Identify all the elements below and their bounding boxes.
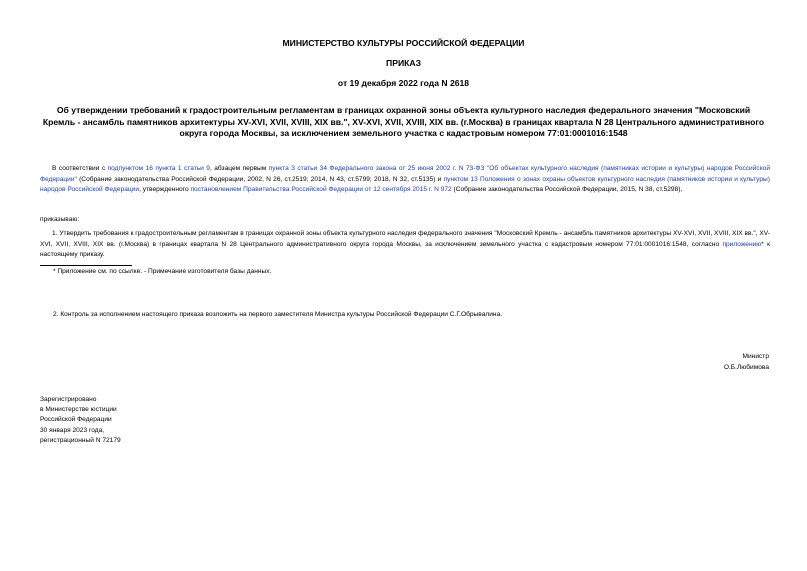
preamble-text-4: , утвержденного xyxy=(139,186,191,193)
signature-name: О.Б.Любимова xyxy=(723,363,769,371)
order-item-1 xyxy=(40,229,770,261)
footnote-text: * Приложение см. по ссылке. - Примечание изготовителя базы данных. xyxy=(53,268,272,275)
registration-line: регистрационный N 72179 xyxy=(40,436,121,444)
signature-position: Министр xyxy=(742,353,769,360)
document-title: Об утверждении требований к градостроительным регламентам в границах охранной зоны объекта культурного наследия федерального значения "Московский Кремль - ансамбль памятников архитектуры XV-XVI, XVII, XVIII, XIX вв.", XV-XVI, XVII, XVIII, XIX вв. (г.Москва) в границах квартала N 28 Центрального административного округа города Москвы, за исключением земельного участка с кадастровым номером 77:01:0001016:1548 xyxy=(42,105,765,138)
ministry-name: МИНИСТЕРСТВО КУЛЬТУРЫ РОССИЙСКОЙ ФЕДЕРАЦИИ xyxy=(282,38,525,48)
registration-line: в Министерстве юстиции xyxy=(40,406,117,414)
order-item-2: 2. Контроль за исполнением настоящего приказа возложить на первого заместителя Министра культуры Российской Федерации С.Г.Обрывалина. xyxy=(53,311,503,318)
link-government-decree-972[interactable]: постановлением Правительства Российской Федерации от 12 сентября 2015 г. N 972 xyxy=(190,186,452,193)
link-federal-law-73fz[interactable]: пункта 3 статьи 34 Федерального закона от 25 июня 2002 г. N 73-ФЗ "Об объектах культурного наследия (памятниках истории и культуры) народов Российской Федерации" xyxy=(40,165,771,183)
document-type: ПРИКАЗ xyxy=(386,58,421,68)
signature-block xyxy=(724,352,769,373)
item-1-text: 1. Утвердить требования к градостроительным регламентам в границах охранной зоны объекта культурного наследия федерального значения "Московский Кремль - ансамбль памятников архитектуры XV-XVI, XVII, XVIII, XIX вв.", XV-XVI, XVII, XVIII, XIX вв. (г.Москва) в границах квартала N 28 Центрального административного округа города Москвы, за исключением земельного участка с кадастровым номером 77:01:0001016:1548, согласно xyxy=(40,230,770,248)
registration-line: Зарегистрировано xyxy=(40,396,97,403)
preamble-text-3: (Собрание законодательства Российской Федерации, 2002, N 26, ст.2519; 2014, N 43, ст.5799; 2018, N 32, ст.5135) и xyxy=(76,175,444,183)
document-date-number: от 19 декабря 2022 года N 2618 xyxy=(337,78,470,88)
preamble-text-5: (Собрание законодательства Российской Федерации, 2015, N 38, ст.5298), xyxy=(451,186,683,193)
link-subparagraph-16[interactable]: подпунктом 16 пункта 1 статьи 9 xyxy=(107,165,210,172)
registration-line: Российской Федерации xyxy=(40,416,112,424)
preamble-text-2: , абзацем первым xyxy=(209,165,269,172)
footnote-divider xyxy=(40,265,132,266)
link-appendix[interactable]: приложению xyxy=(722,240,762,248)
item-1-suffix: * к настоящему приказу. xyxy=(40,240,770,258)
preamble-text-1: В соответствии с xyxy=(52,165,108,172)
preamble-paragraph xyxy=(40,164,770,196)
registration-line: 30 января 2023 года, xyxy=(40,426,105,434)
link-regulation-point-13[interactable]: пунктом 13 Положения о зонах охраны объектов культурного наследия (памятников истории и культуры) народов Российской Федерации xyxy=(40,175,770,193)
decree-word: приказываю: xyxy=(40,216,80,223)
registration-block xyxy=(40,395,121,446)
